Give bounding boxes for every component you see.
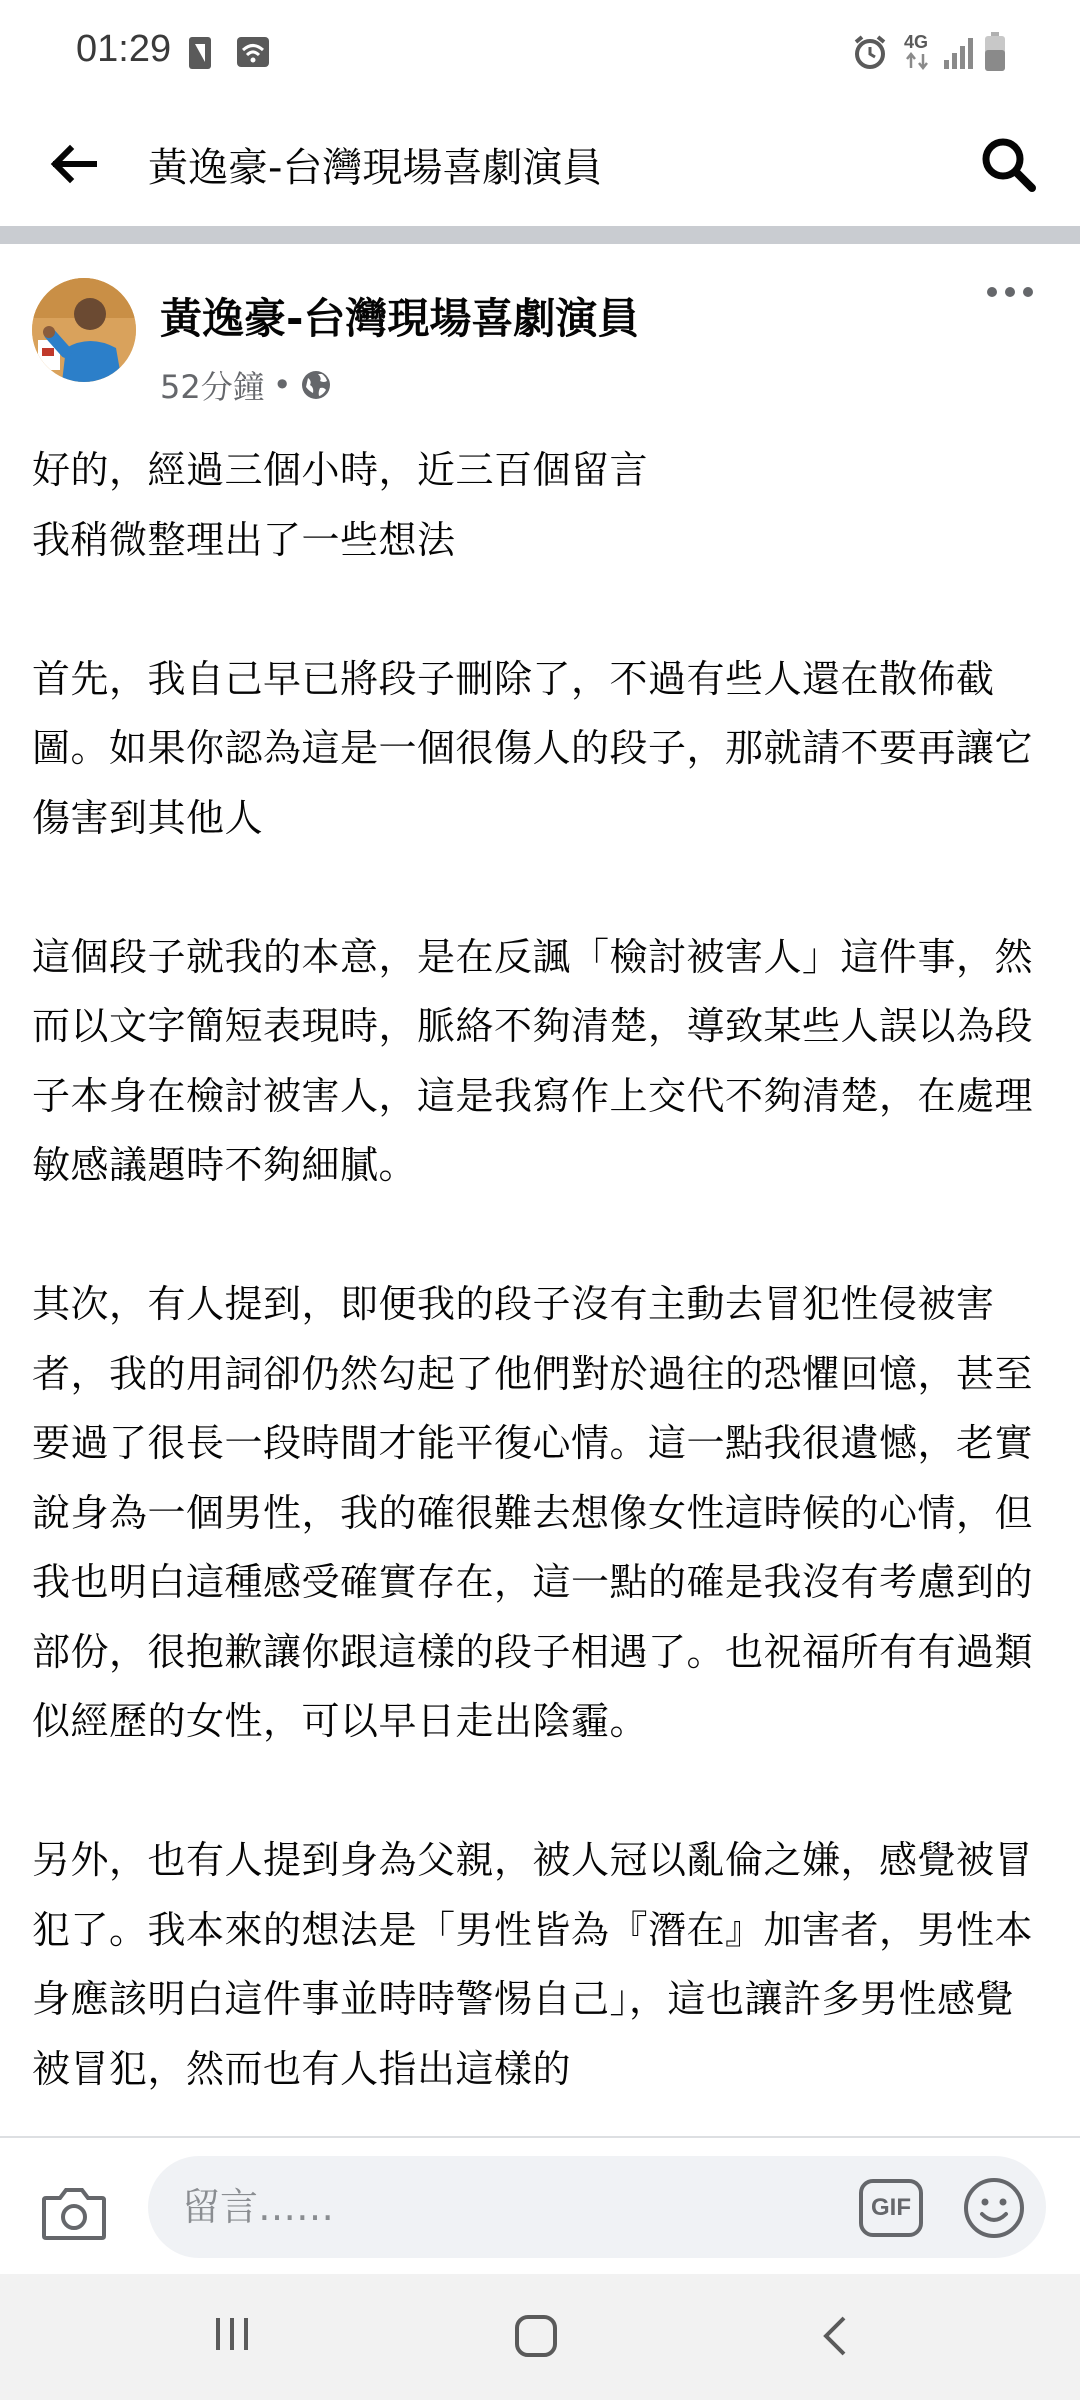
post-paragraph: 另外，也有人提到身為父親，被人冠以亂倫之嫌，感覺被冒犯了。我本來的想法是「男性皆為『潛在』加害者，男性本身應該明白這件事並時時警惕自己」，這也讓許多男性感覺被冒犯，然而也有人指出這樣的 bbox=[32, 1838, 1034, 2091]
page-title: 黃逸豪-台灣現場喜劇演員 bbox=[148, 145, 603, 191]
status-time: 01:29 bbox=[76, 28, 172, 70]
app-nav-bar bbox=[0, 108, 1080, 226]
network-type-label: 4G bbox=[904, 32, 929, 52]
data-arrows-icon bbox=[904, 52, 930, 70]
post-paragraph: 好的，經過三個小時，近三百個留言 我稍微整理出了一些想法 bbox=[32, 448, 649, 562]
more-horizontal-icon[interactable] bbox=[984, 280, 1036, 304]
post-time[interactable]: 52分鐘 bbox=[160, 368, 265, 406]
emoji-icon[interactable] bbox=[962, 2176, 1026, 2240]
author-name[interactable]: 黃逸豪-台灣現場喜劇演員 bbox=[160, 294, 640, 343]
signal-icon bbox=[942, 36, 976, 70]
avatar-image bbox=[32, 278, 136, 382]
battery-icon bbox=[984, 32, 1006, 72]
post-header bbox=[0, 244, 1080, 424]
post-body bbox=[32, 436, 1048, 2130]
gif-label: GIF bbox=[871, 2194, 911, 2221]
meta-separator: • bbox=[272, 366, 292, 404]
section-divider bbox=[0, 226, 1080, 244]
alarm-icon bbox=[852, 34, 888, 70]
globe-icon bbox=[300, 369, 332, 401]
gif-button[interactable] bbox=[858, 2178, 924, 2238]
post-meta bbox=[160, 362, 332, 408]
avatar[interactable] bbox=[32, 278, 136, 382]
sim-icon bbox=[188, 36, 212, 70]
status-bar bbox=[0, 0, 1080, 108]
post-paragraph: 其次，有人提到，即便我的段子沒有主動去冒犯性侵被害者，我的用詞卻仍然勾起了他們對於過往的恐懼回憶，甚至要過了很長一段時間才能平復心情。這一點我很遺憾，老實說身為一個男性，我的確很難去想像女性這時候的心情，但我也明白這種感受確實存在，這一點的確是我沒有考慮到的部份，很抱歉讓你跟這樣的段子相遇了。也祝福所有有過類似經歷的女性，可以早日走出陰霾。 bbox=[32, 1282, 1034, 1743]
back-icon[interactable] bbox=[820, 2314, 850, 2358]
camera-icon[interactable] bbox=[40, 2182, 108, 2242]
recent-apps-icon[interactable] bbox=[212, 2314, 252, 2354]
wifi-icon bbox=[236, 36, 270, 68]
search-icon[interactable] bbox=[976, 132, 1040, 196]
arrow-left-icon[interactable] bbox=[46, 136, 102, 192]
post-paragraph: 這個段子就我的本意，是在反諷「檢討被害人」這件事，然而以文字簡短表現時，脈絡不夠清楚，導致某些人誤以為段子本身在檢討被害人，這是我寫作上交代不夠清楚，在處理敏感議題時不夠細膩。 bbox=[32, 934, 1034, 1187]
home-icon[interactable] bbox=[514, 2314, 558, 2358]
system-nav-bar bbox=[0, 2274, 1080, 2400]
post-paragraph: 首先，我自己早已將段子刪除了，不過有些人還在散佈截圖。如果你認為這是一個很傷人的段子，那就請不要再讓它傷害到其他人 bbox=[32, 656, 1034, 840]
comment-bar bbox=[0, 2136, 1080, 2276]
